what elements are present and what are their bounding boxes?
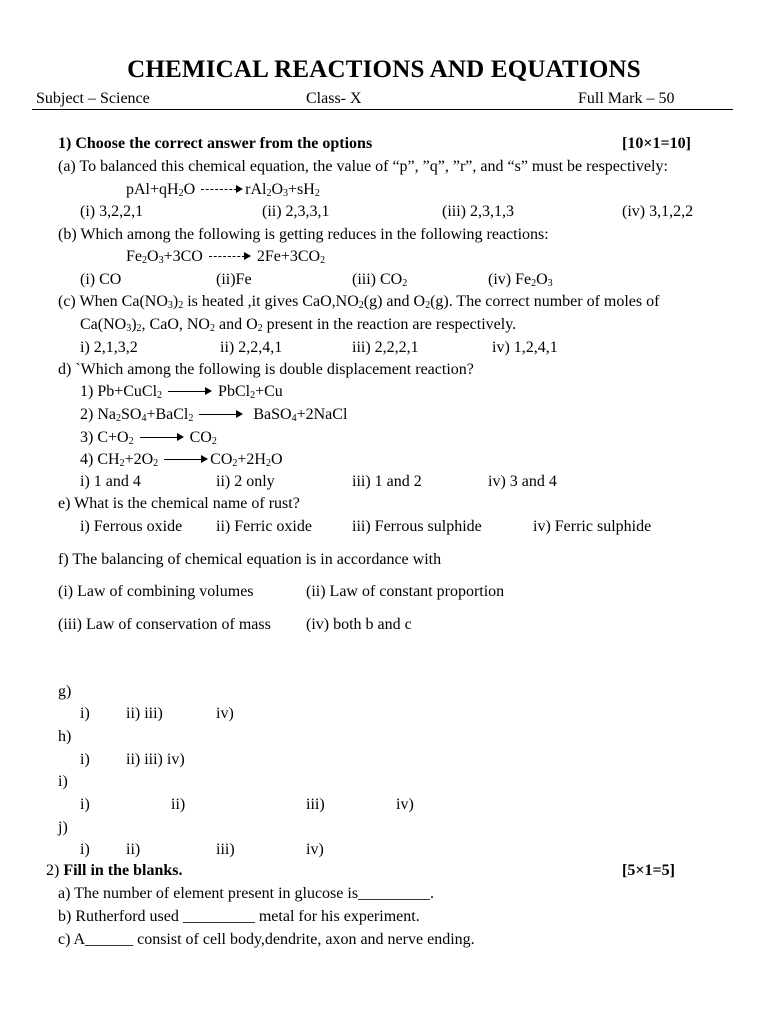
q1a-option-2: (ii) 2,3,3,1 [262,203,330,220]
page-title: CHEMICAL REACTIONS AND EQUATIONS [127,56,641,83]
full-mark-label: Full Mark – 50 [578,90,675,107]
q1j-label: j) [58,819,68,836]
q1-heading: 1) Choose the correct answer from the options [58,135,373,152]
q1a-option-3: (iii) 2,3,1,3 [442,203,514,220]
reaction-arrow-icon [201,185,243,195]
q1j-option: i) [80,841,90,858]
class-label: Class- X [306,90,362,107]
q1b-option-2: (ii)Fe [216,271,252,288]
q1d-reaction-2: 2) $Na_2SO_4+BaCl_2$ BaSO$_4$+2NaCl [80,406,348,424]
reaction-arrow-icon [164,455,208,465]
reaction-arrow-icon [168,387,212,397]
q1-marks: [10×1=10] [622,135,691,152]
q1c-option-3: iii) 2,2,2,1 [352,339,419,356]
q1g-option: i) [80,705,90,722]
q1e-option-1: i) Ferrous oxide [80,518,183,535]
q1b-option-4: (iv) $Fe_2O_3$ [488,271,553,289]
q1f-option-1: (i) Law of combining volumes [58,583,254,600]
subject-label: Subject – Science [36,90,150,107]
q1j-option: iii) [216,841,235,858]
q1c-option-1: i) 2,1,3,2 [80,339,138,356]
q1f-option-2: (ii) Law of constant proportion [306,583,505,600]
q1b-equation: $Fe_2O_3+3CO$ $2Fe+3CO_2$ [126,248,326,266]
q2-heading: 2) Fill in the blanks. [46,862,183,879]
q1d-question: d) `Which among the following is double displacement reaction? [58,361,474,378]
q1i-option: iv) [396,796,414,813]
q1i-option: i) [80,796,90,813]
q1g-option: ii) iii) [126,705,163,722]
q1i-option: iii) [306,796,325,813]
q1c-option-4: iv) 1,2,4,1 [492,339,558,356]
q2-item-c: c) A______ consist of cell body,dendrite, axon and nerve ending. [58,931,475,948]
q1d-option-2: ii) 2 only [216,473,275,490]
reaction-arrow-icon [199,410,243,420]
q1a-option-4: (iv) 3,1,2,2 [622,203,694,220]
q1c-question: (c) When $Ca(NO_3)_2$ is heated ,it gives $CaO,NO_2(g)$ and $O_2(g)$. The correct number of moles of [58,293,660,311]
q1j-option: ii) [126,841,141,858]
q2-item-b: b) Rutherford used _________ metal for his experiment. [58,908,420,925]
q1i-option: ii) [171,796,186,813]
q1f-question: f) The balancing of chemical equation is in accordance with [58,551,442,568]
q1d-reaction-3: 3) $C+O_2$ $CO_2$ [80,429,217,447]
q1h-label: h) [58,728,72,745]
q1f-option-3: (iii) Law of conservation of mass [58,616,271,633]
q1e-option-4: iv) Ferric sulphide [533,518,652,535]
reaction-arrow-icon [209,252,251,262]
q1e-option-3: iii) Ferrous sulphide [352,518,482,535]
q2-marks: [5×1=5] [622,862,675,879]
q1d-option-4: iv) 3 and 4 [488,473,557,490]
q1j-option: iv) [306,841,324,858]
q1e-option-2: ii) Ferric oxide [216,518,312,535]
header-rule [32,109,733,110]
q1b-option-3: (iii) $CO_2$ [352,271,408,289]
q1h-option: ii) iii) iv) [126,751,185,768]
q1d-option-1: i) 1 and 4 [80,473,141,490]
q1b-question: (b) Which among the following is getting reduces in the following reactions: [58,226,549,243]
q1d-reaction-4: 4) $CH_2+2O_2$ $CO_2+2H_2O$ [80,451,283,469]
q1d-reaction-1: 1) Pb+CuCl$_2$ PbCl$_2$+Cu [80,383,283,401]
q1a-question: (a) To balanced this chemical equation, the value of “p”, ”q”, ”r”, and “s” must be respectively: [58,158,668,175]
q1g-option: iv) [216,705,234,722]
q1b-option-1: (i) CO [80,271,122,288]
q1f-option-4: (iv) both b and c [306,616,412,633]
q1e-question: e) What is the chemical name of rust? [58,495,300,512]
q1i-label: i) [58,773,68,790]
q1c-option-2: ii) 2,2,4,1 [220,339,283,356]
reaction-arrow-icon [140,433,184,443]
q1d-option-3: iii) 1 and 2 [352,473,422,490]
q1a-option-1: (i) 3,2,2,1 [80,203,144,220]
q1g-label: g) [58,683,72,700]
q2-item-a: a) The number of element present in glucose is_________. [58,885,435,902]
q1c-question-cont: $Ca(NO_3)_2$, CaO, $NO_2$ and $O_2$ present in the reaction are respectively. [80,316,517,334]
q1a-equation: $pAl+qH_2O$ $rAl_2O_3+sH_2$ [126,181,320,199]
q1h-option: i) [80,751,90,768]
